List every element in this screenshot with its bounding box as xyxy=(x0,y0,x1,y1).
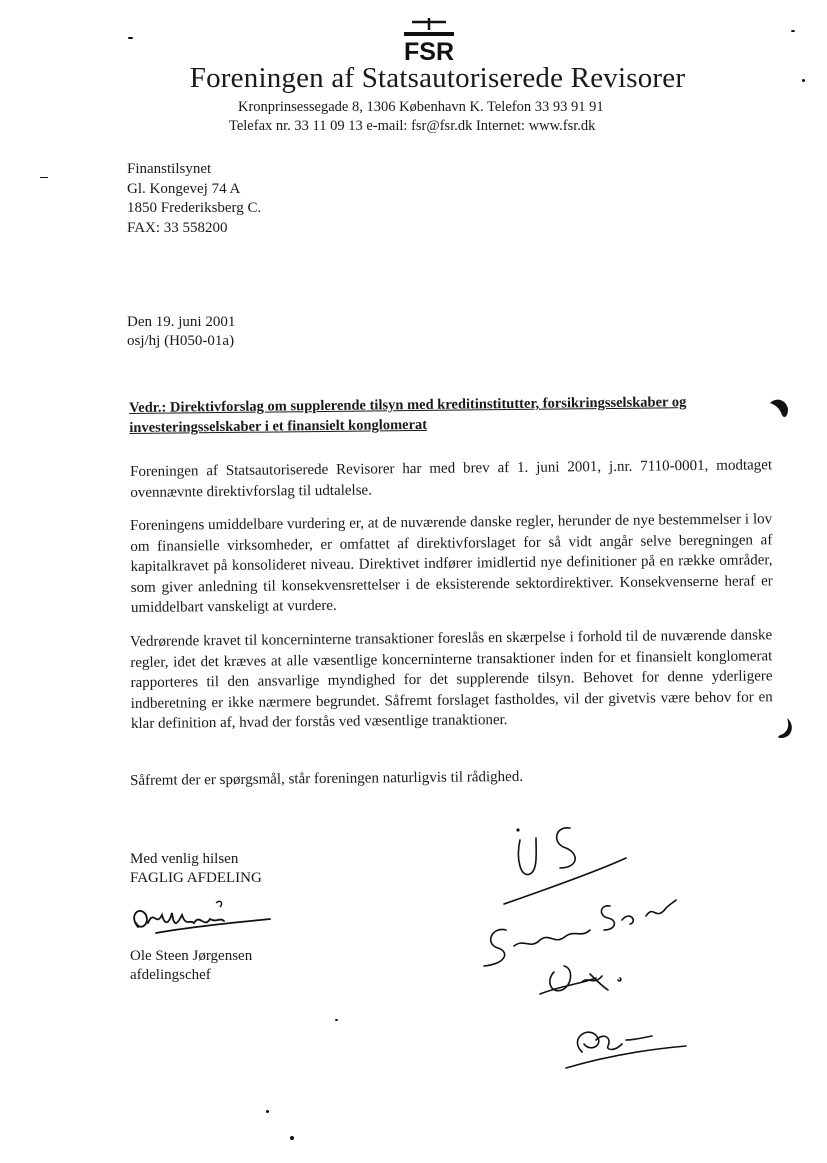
scan-speck xyxy=(266,1110,269,1113)
handwritten-annotation xyxy=(470,818,700,1083)
scan-speck xyxy=(128,37,133,39)
recipient-address xyxy=(127,160,261,238)
organization-name: Foreningen af Statsautoriserede Revisorer xyxy=(189,62,686,94)
scan-blot xyxy=(775,716,795,742)
signer-name: Ole Steen Jørgensen xyxy=(130,948,253,964)
subject-line: Vedr.: Direktivforslag om supplerende tilsyn med kreditinstitutter, forsikringsselskaber og investeringsselskaber i et finansielt konglomerat xyxy=(129,394,687,436)
scan-speck xyxy=(40,177,48,178)
recipient-name: Finanstilsynet xyxy=(127,161,212,177)
body-paragraph: Foreningens umiddelbare vurdering er, at de nuværende danske regler, herunder de nye bestemmelser i lov om finansielle virksomheder, er omfattet af direktivforslaget for så vidt angår selve beregningen af kapitalkravet på konsolideret niveau. Direktivet indfører imidlertid nye definitioner på en række områder, som giver anledning til konsekvensrettelser i de eksisterende sektordirektiver. Konsekvenserne heraf er umiddelbart vanskeligt at vurdere. xyxy=(130,511,773,616)
scan-speck xyxy=(802,79,805,82)
letter-date: Den 19. juni 2001 xyxy=(127,314,236,330)
closing-department: FAGLIG AFDELING xyxy=(130,870,262,886)
date-block xyxy=(127,313,235,351)
body-paragraph: Vedrørende kravet til koncerninterne transaktioner foreslås en skærpelse i forhold til de nuværende danske regler, idet det kræves at alle væsentlige koncerninterne transaktioner inden for et finansielt konglomerat rapporteres til den ansvarlige myndighed for det supplerende tilsyn. Behovet for denne yderligere indberetning er ikke nærmere begrundet. Såfremt forslaget fastholdes, vil der givetvis være behov for en klar definition af, hvad der forstås ved væsentlige tranaktioner. xyxy=(130,627,773,732)
signer-title: afdelingschef xyxy=(130,967,211,983)
svg-text:FSR: FSR xyxy=(404,38,454,64)
organization-address: Kronprinsessegade 8, 1306 København K. Telefon 33 93 91 91 xyxy=(238,99,604,115)
closing-block xyxy=(130,850,262,888)
handwritten-signature xyxy=(120,893,280,949)
body-paragraph: Såfremt der er spørgsmål, står foreningen naturligvis til rådighed. xyxy=(130,768,524,789)
signer-block xyxy=(130,947,252,985)
letter-reference: osj/hj (H050-01a) xyxy=(127,333,235,349)
organization-contact: Telefax nr. 33 11 09 13 e-mail: fsr@fsr.dk Internet: www.fsr.dk xyxy=(229,118,596,134)
scan-speck xyxy=(290,1136,294,1140)
scan-speck xyxy=(335,1019,338,1021)
fsr-logo xyxy=(398,16,460,64)
recipient-street: Gl. Kongevej 74 A xyxy=(127,180,241,197)
closing-greeting: Med venlig hilsen xyxy=(130,851,239,867)
recipient-fax: FAX: 33 558200 xyxy=(127,219,228,236)
scan-speck xyxy=(791,30,795,32)
scan-blot xyxy=(766,395,792,421)
body-paragraph: Foreningen af Statsautoriserede Revisorer har med brev af 1. juni 2001, j.nr. 7110-0001, modtaget ovennævnte direktivforslag til udtalelse. xyxy=(130,457,773,501)
recipient-city: 1850 Frederiksberg C. xyxy=(127,200,262,216)
